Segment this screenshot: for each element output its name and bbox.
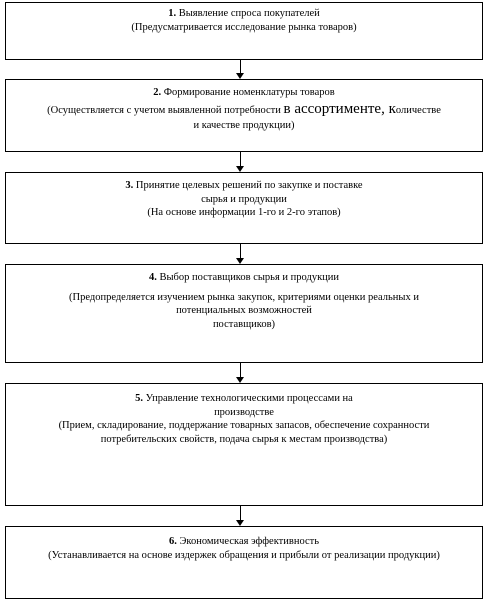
step-6-desc-line-1: (Устанавливается на основе издержек обращения и прибыли от реализации продукции): [48, 549, 440, 561]
step-4-desc-line-3: поставщиков): [212, 318, 276, 330]
arrow-1-2-line: [240, 60, 241, 74]
step-3-box: [5, 172, 483, 244]
step-2-box: [5, 79, 483, 152]
step-4-desc-line-1: (Предопределяется изучением рынка закупок, критериями оценки реальных и: [69, 291, 419, 303]
step-2-desc-line-2: и качестве продукции): [193, 120, 295, 132]
step-3-number: 3.: [125, 180, 134, 191]
step-5-desc-line-3: потребительских свойств, подача сырья к местам производства): [100, 433, 388, 445]
step-2-title: Формирование номенклатуры товаров: [163, 87, 335, 98]
step-2-number: 2.: [153, 87, 162, 98]
step-1-title: Выявление спроса покупателей: [178, 8, 320, 19]
step-4-desc-line-2: потенциальных возможностей: [176, 305, 312, 317]
step-4-number: 4.: [148, 272, 157, 283]
step-5-title: Управление технологическими процессами на: [145, 393, 353, 404]
step-2-desc-part-a: (Осуществляется с учетом выявленной потребности: [47, 104, 281, 116]
step-5-number: 5.: [135, 393, 144, 404]
step-3-desc-line-2: (На основе информации 1-го и 2-го этапов): [147, 207, 341, 219]
step-4-title: Выбор поставщиков сырья и продукции: [159, 272, 340, 283]
step-2-desc-part-b: в ассортименте, к: [283, 100, 396, 117]
step-1-box: [5, 2, 483, 60]
arrow-4-5-line: [240, 363, 241, 378]
step-1-number: 1.: [168, 8, 177, 19]
step-2-desc-line-1: [6, 100, 482, 120]
step-5-box: [5, 383, 483, 506]
step-6-number: 6.: [168, 536, 177, 547]
arrow-5-6-line: [240, 506, 241, 521]
arrow-3-4-line: [240, 244, 241, 259]
arrow-2-3-line: [240, 152, 241, 167]
step-4-box: [5, 264, 483, 363]
step-5-desc-line-2: (Прием, складирование, поддержание товарных запасов, обеспечение сохранности: [58, 420, 430, 432]
step-1-desc-line-1: (Предусматривается исследование рынка товаров): [131, 21, 357, 33]
step-6-box: [5, 526, 483, 599]
step-2-desc-part-c: оличестве: [395, 104, 441, 116]
step-5-desc-line-1: производстве: [214, 406, 274, 418]
step-6-title: Экономическая эффективность: [179, 536, 320, 547]
step-3-desc-line-1: сырья и продукции: [201, 193, 287, 205]
step-3-title: Принятие целевых решений по закупке и поставке: [135, 180, 363, 191]
